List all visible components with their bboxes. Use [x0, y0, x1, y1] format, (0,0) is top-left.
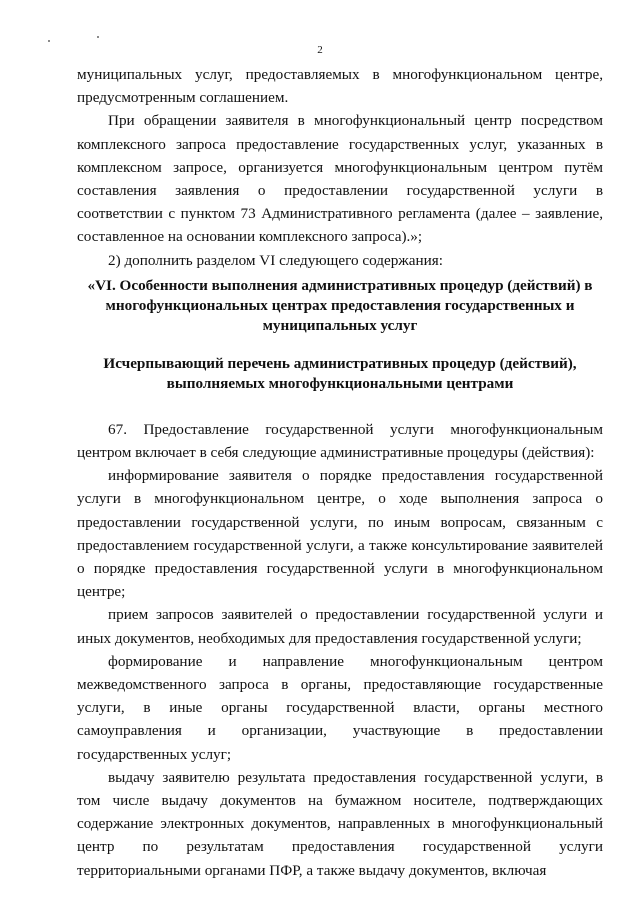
page-number: 2 — [317, 44, 323, 56]
section-heading: «VI. Особенности выполнения административных процедур (действий) в многофункциональных центрах предоставления государственных и муниципальных услуг — [87, 276, 593, 334]
paragraph-informing: информирование заявителя о порядке предоставления государственной услуги в многофункциональном центре, о ходе выполнения запроса о предоставлении государственной услуги, по иным вопросам, связанным с предоставлением государственной услуги, а также консультирование заявителей о порядке предоставления государственной услуги в многофункциональном центре; — [77, 467, 603, 601]
paragraph-interagency-request: формирование и направление многофункциональным центром межведомственного запроса в органы, предоставляющие государственные услуги, в иные органы государственной власти, органы местного самоуправления и организации, участвующие в предоставлении государственных услуг; — [77, 652, 603, 763]
paragraph-amendment: 2) дополнить разделом VI следующего содержания: — [108, 251, 443, 269]
scan-speck — [97, 36, 99, 38]
subheading: Исчерпывающий перечень административных процедур (действий), выполняемых многофункциональными центрами — [103, 354, 577, 392]
paragraph-continuation: муниципальных услуг, предоставляемых в многофункциональном центре, предусмотренным соглашением. — [77, 66, 603, 107]
paragraph-issuance: выдачу заявителю результата предоставления государственной услуги, в том числе выдачу документов на бумажном носителе, подтверждающих содержание электронных документов, направленных в многофункциональный центр по результатам предоставления государственной услуги территориальными органами ПФР, а также выдачу документов, включая — [77, 768, 603, 879]
document-body — [77, 63, 603, 882]
paragraph-reception: прием запросов заявителей о предоставлении государственной услуги и иных документов, необходимых для предоставления государственной услуги; — [77, 606, 603, 647]
scan-speck — [48, 40, 50, 42]
paragraph-complex-request: При обращении заявителя в многофункциональный центр посредством комплексного запроса предоставление государственных услуг, указанных в комплексном запросе, организуется многофункциональным центром путём составления заявления о предоставлении государственной услуги в соответствии с пунктом 73 Административного регламента (далее – заявление, составленное на основании комплексного запроса).»; — [77, 112, 603, 246]
paragraph-item-67: 67. Предоставление государственной услуги многофункциональным центром включает в себя следующие административные процедуры (действия): — [77, 420, 603, 462]
